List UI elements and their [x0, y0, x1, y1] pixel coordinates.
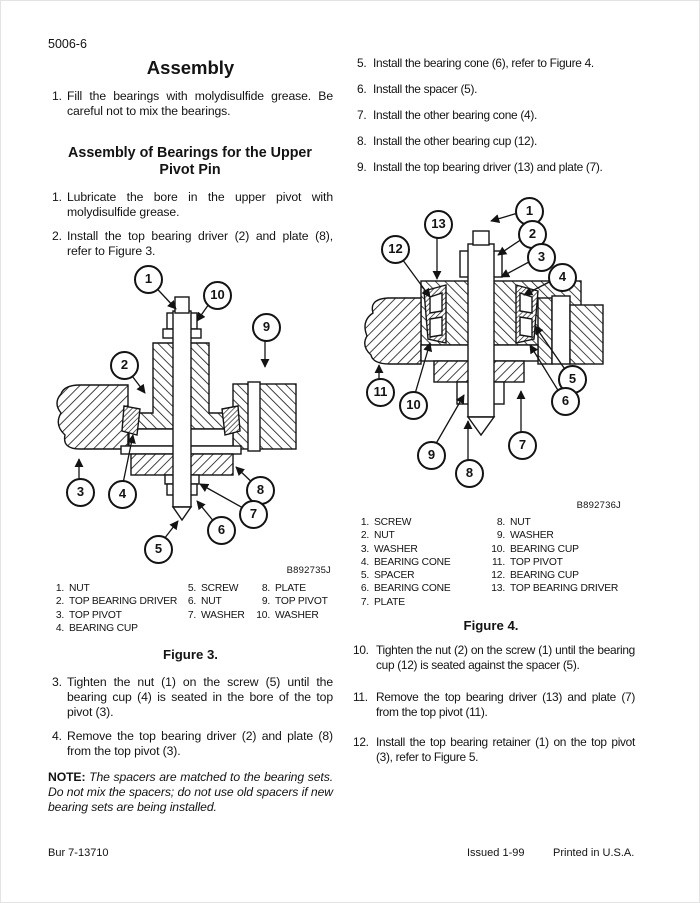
step-text: Install the spacer (5).	[373, 82, 478, 96]
step-text: Install the top bearing retainer (1) on the top pivot (3), refer to Figure 5.	[376, 735, 635, 764]
step-text: Fill the bearings with molydisulfide grease. Be careful not to mix the bearings.	[67, 89, 333, 119]
callout-3: 3	[66, 478, 95, 507]
subsection-title: Assembly of Bearings for the Upper Pivot Pin	[68, 145, 312, 178]
part-row: 2. TOP BEARING DRIVER	[55, 596, 178, 608]
callout-5: 5	[558, 365, 587, 394]
callout-7: 7	[239, 500, 268, 529]
step-text: Install the top bearing driver (2) and plate (8), refer to Figure 3.	[67, 229, 333, 259]
callout-8: 8	[246, 476, 275, 505]
step-tighten-nut2	[353, 643, 635, 673]
callout-12: 12	[381, 235, 410, 264]
step-install-cone6	[353, 56, 635, 71]
footer-printed-in: Printed in U.S.A.	[553, 847, 635, 859]
note-paragraph	[48, 770, 333, 815]
part-row: 6. NUT	[187, 596, 222, 608]
part-row: 13. TOP BEARING DRIVER	[491, 583, 619, 595]
step-number: 4.	[52, 729, 62, 743]
callout-7: 7	[508, 431, 537, 460]
part-row: 12. BEARING CUP	[491, 570, 579, 582]
step-install-driver13	[353, 160, 635, 175]
part-row: 1. SCREW	[360, 517, 412, 528]
step-number: 12.	[353, 735, 369, 749]
callout-6: 6	[207, 516, 236, 545]
step-install-spacer	[353, 82, 635, 97]
part-row: 4. BEARING CONE	[360, 556, 451, 568]
step-lubricate	[48, 190, 333, 220]
figure4-parts-col2	[487, 516, 618, 596]
part-row: 7. PLATE	[360, 596, 405, 608]
callout-2: 2	[110, 351, 139, 380]
callout-9: 9	[417, 441, 446, 470]
section-title: Assembly	[146, 57, 235, 78]
step-number: 3.	[52, 675, 62, 689]
step-text: Install the bearing cone (6), refer to Figure 4.	[373, 56, 594, 70]
part-row: 9. WASHER	[496, 530, 554, 542]
part-row: 5. SCREW	[187, 583, 239, 594]
figure4-parts-col1	[356, 516, 451, 609]
step-number: 7.	[357, 108, 367, 122]
note-text: The spacers are matched to the bearing sets. Do not mix the spacers; do not use old spacers if new bearing sets are being installed.	[48, 770, 333, 815]
callout-4: 4	[108, 480, 137, 509]
figure4-caption: Figure 4.	[463, 618, 519, 633]
figure3-parts-col1	[51, 582, 177, 635]
callout-10: 10	[399, 391, 428, 420]
step-install-retainer	[353, 735, 635, 765]
step-install-cone4	[353, 108, 635, 123]
callout-6: 6	[551, 387, 580, 416]
footer-issued-date: Issued 1-99	[467, 847, 525, 859]
part-row: 10. BEARING CUP	[491, 543, 579, 555]
step-text: Install the other bearing cup (12).	[373, 134, 537, 148]
step-number: 11.	[353, 690, 368, 704]
figure3-parts-col3	[252, 582, 328, 622]
step-install-cup12	[353, 134, 635, 149]
figure3-caption: Figure 3.	[163, 647, 218, 662]
step-number: 2.	[52, 229, 62, 243]
figure4-image-code: B892736J	[576, 500, 621, 511]
part-row: 8. PLATE	[261, 583, 306, 594]
callout-1: 1	[515, 197, 544, 226]
part-row: 3. WASHER	[360, 543, 418, 555]
step-install-driver	[48, 229, 333, 259]
callout-4: 4	[548, 263, 577, 292]
step-number: 10.	[353, 643, 369, 657]
part-row: 5. SPACER	[360, 570, 415, 582]
callout-9: 9	[252, 313, 281, 342]
page-number: 5006-6	[48, 37, 87, 51]
callout-2: 2	[518, 220, 547, 249]
step-remove-driver13	[353, 690, 635, 720]
step-number: 1.	[52, 89, 62, 103]
part-row: 4. BEARING CUP	[55, 622, 138, 634]
figure3-parts-col2	[183, 582, 245, 622]
part-row: 3. TOP PIVOT	[55, 609, 122, 621]
step-text: Remove the top bearing driver (13) and plate (7) from the top pivot (11).	[376, 690, 635, 719]
step-number: 6.	[357, 82, 367, 96]
part-row: 11. TOP PIVOT	[492, 556, 563, 568]
callout-3: 3	[527, 243, 556, 272]
part-row: 6. BEARING CONE	[360, 583, 451, 595]
callout-1: 1	[134, 265, 163, 294]
step-number: 9.	[357, 160, 367, 174]
step-tighten-nut	[48, 675, 333, 720]
callout-10: 10	[203, 281, 232, 310]
step-number: 5.	[357, 56, 367, 70]
step-text: Install the other bearing cone (4).	[373, 108, 537, 122]
step-text: Lubricate the bore in the upper pivot with molydisulfide grease.	[67, 190, 333, 220]
step-text: Remove the top bearing driver (2) and plate (8) from the top pivot (3).	[67, 729, 333, 759]
callout-5: 5	[144, 535, 173, 564]
part-row: 10. WASHER	[256, 609, 319, 621]
part-row: 8. NUT	[496, 517, 531, 528]
part-row: 2. NUT	[360, 530, 395, 542]
figure3-drawing	[48, 263, 338, 565]
step-text: Install the top bearing driver (13) and plate (7).	[373, 160, 603, 174]
footer-publication-number: Bur 7-13710	[48, 847, 109, 859]
figure3-image-code: B892735J	[286, 565, 331, 576]
step-fill-bearings	[48, 89, 333, 119]
step-number: 8.	[357, 134, 367, 148]
figure4-diagram	[356, 193, 646, 493]
step-text: Tighten the nut (2) on the screw (1) until the bearing cup (12) is seated against the spacer (5).	[376, 643, 635, 672]
part-row: 7. WASHER	[187, 609, 245, 621]
step-text: Tighten the nut (1) on the screw (5) until the bearing cup (4) is seated in the bore of the top pivot (3).	[67, 675, 333, 720]
note-label: NOTE:	[48, 770, 86, 784]
callout-13: 13	[424, 210, 453, 239]
figure3-diagram	[48, 263, 338, 565]
callout-11: 11	[366, 378, 395, 407]
step-remove-driver	[48, 729, 333, 759]
callout-8: 8	[455, 459, 484, 488]
part-row: 9. TOP PIVOT	[261, 596, 328, 608]
step-number: 1.	[52, 190, 62, 204]
part-row: 1. NUT	[55, 583, 90, 594]
